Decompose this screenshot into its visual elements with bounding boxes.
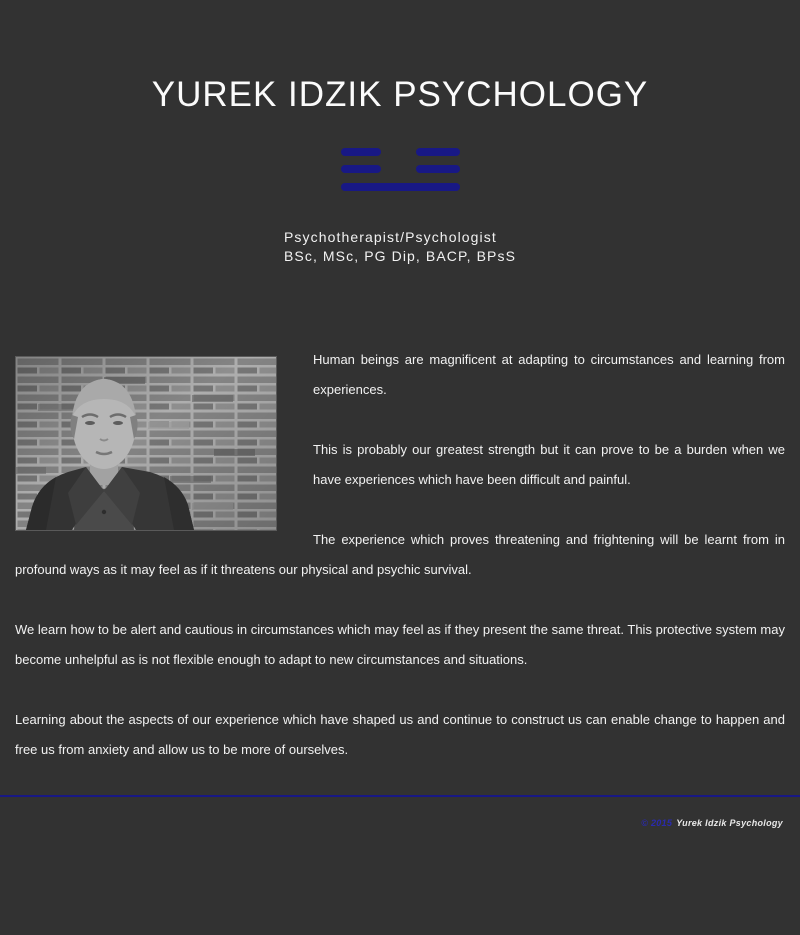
copyright-name: Yurek Idzik Psychology (676, 818, 783, 828)
logo (341, 148, 460, 191)
subtitle-credentials: BSc, MSc, PG Dip, BACP, BPsS (283, 248, 517, 264)
footer (0, 818, 800, 828)
footer-divider (0, 795, 800, 797)
logo-bar-icon (341, 165, 381, 173)
portrait-photo-graphic (16, 357, 276, 530)
paragraph-enable-change: Learning about the aspects of our experience which have shaped us and continue to construct us can enable change to happen and free us from anxiety and allow us to be more of ourselves. (15, 712, 785, 757)
paragraph-strength-burden: This is probably our greatest strength but it can prove to be a burden when we have experiences which have been difficult and painful. (313, 442, 785, 487)
site-title: YUREK IDZIK PSYCHOLOGY (151, 75, 649, 114)
copyright-year: © 2015 (641, 818, 673, 828)
paragraph-adapting: Human beings are magnificent at adapting to circumstances and learning from experiences. (313, 352, 785, 397)
logo-bar-icon (416, 165, 460, 173)
intro-section (0, 345, 800, 795)
subtitle (284, 228, 516, 266)
paragraph-threatening-experience: The experience which proves threatening and frightening will be learnt from in profound ways as it may feel as if it threatens our physical and psychic survival. (15, 532, 785, 577)
logo-bar-icon (341, 148, 381, 156)
portrait-photo (15, 356, 277, 531)
page (0, 75, 800, 935)
subtitle-profession: Psychotherapist/Psychologist (283, 229, 497, 245)
logo-bar-icon (416, 148, 460, 156)
logo-bar-icon (341, 183, 460, 191)
paragraph-protective-system: We learn how to be alert and cautious in circumstances which may feel as if they present the same threat. This protective system may become unhelpful as is not flexible enough to adapt to new circumstances and situations. (15, 622, 785, 667)
